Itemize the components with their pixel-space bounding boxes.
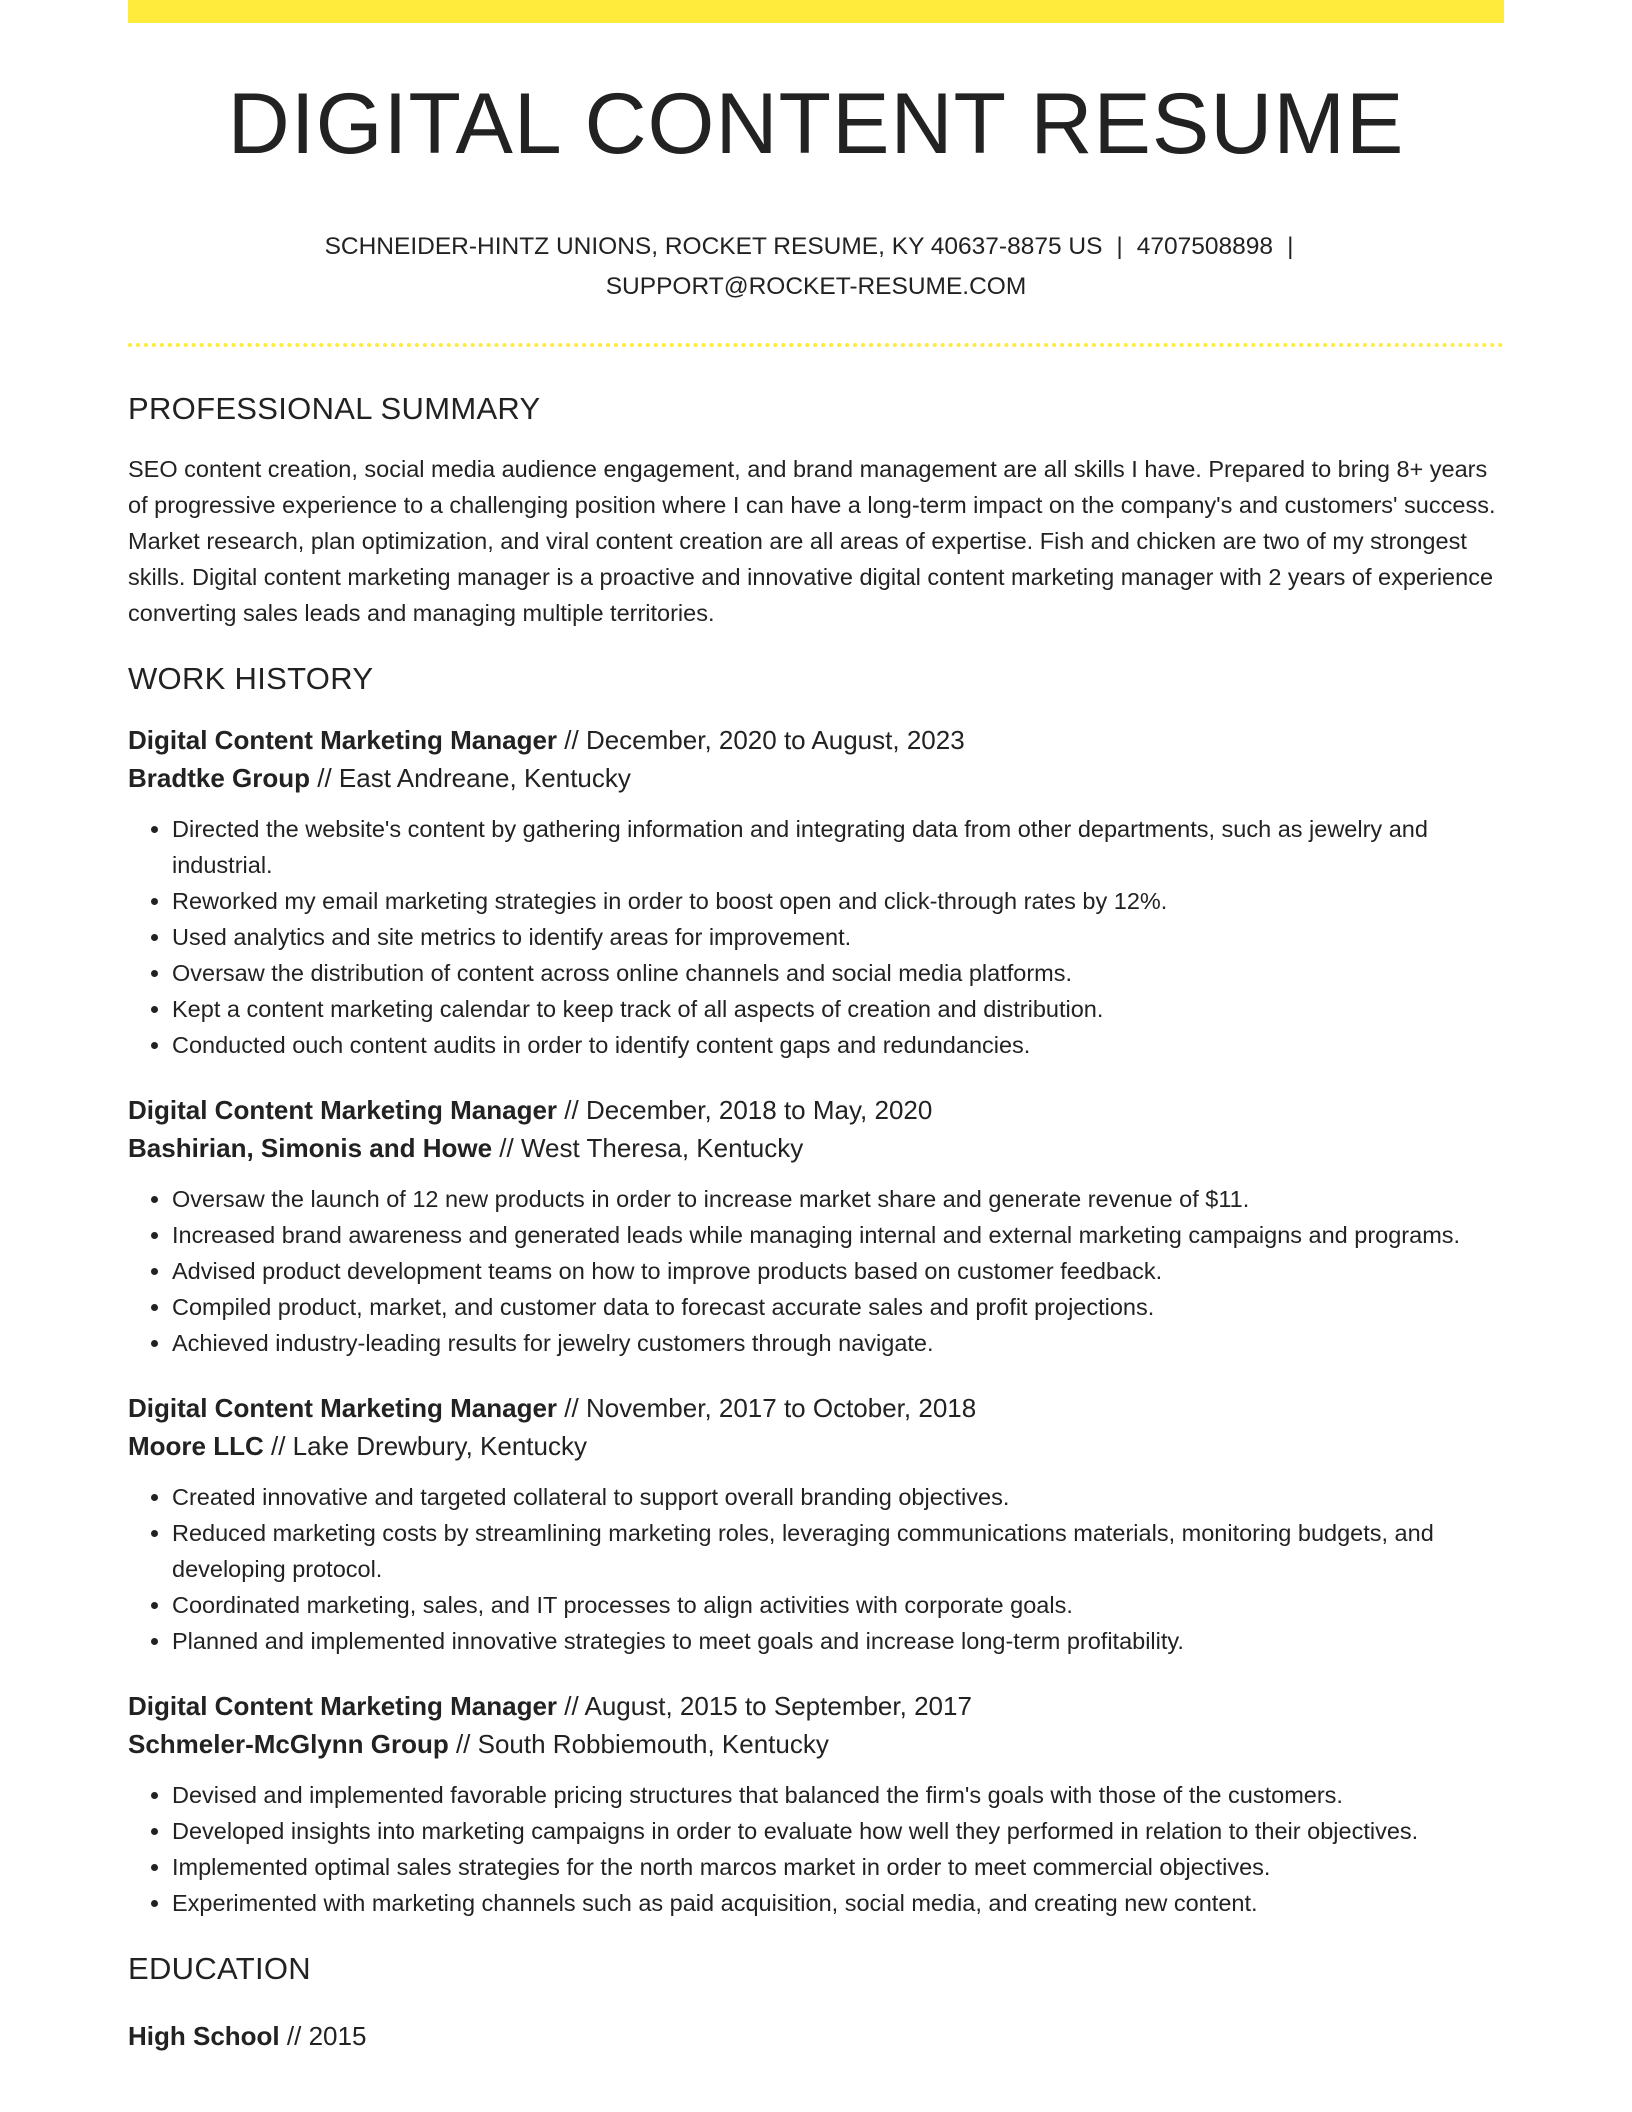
job-bullet: • Kept a content marketing calendar to keep track of all aspects of creation and distribution. [172, 991, 1504, 1027]
job-dates: // December, 2020 to August, 2023 [557, 725, 965, 755]
job-bullet: • Devised and implemented favorable pricing structures that balanced the firm's goals with those of the customers. [172, 1777, 1504, 1813]
job-title-line [128, 1091, 1504, 1129]
job-location: // East Andreane, Kentucky [310, 763, 631, 793]
summary-text: SEO content creation, social media audience engagement, and brand management are all skills I have. Prepared to bring 8+ years of progressive experience to a challenging position where I can have a long-term impact on the company's and customers' success. Market research, plan optimization, and viral content creation are all areas of expertise. Fish and chicken are two of my strongest skills. Digital content marketing manager is a proactive and innovative digital content marketing manager with 2 years of experience converting sales leads and managing multiple territories. [128, 456, 1496, 626]
job-title: Digital Content Marketing Manager [128, 725, 558, 755]
job-dates: // November, 2017 to October, 2018 [557, 1393, 977, 1423]
contact-separator: | [1116, 233, 1123, 260]
job-bullet: • Planned and implemented innovative strategies to meet goals and increase long-term profitability. [172, 1623, 1504, 1659]
education-line [128, 2017, 1504, 2055]
job-dates: // August, 2015 to September, 2017 [557, 1691, 972, 1721]
job-title: Digital Content Marketing Manager [128, 1691, 558, 1721]
job-bullet: • Achieved industry-leading results for jewelry customers through navigate. [172, 1325, 1504, 1361]
job-bullet: • Reduced marketing costs by streamlining marketing roles, leveraging communications materials, monitoring budgets, and developing protocol. [172, 1515, 1504, 1587]
job-bullet: • Advised product development teams on how to improve products based on customer feedback. [172, 1253, 1504, 1289]
job-title-line [128, 1687, 1504, 1725]
job-title: Digital Content Marketing Manager [128, 1393, 558, 1423]
resume-title: DIGITAL CONTENT RESUME [227, 76, 1405, 172]
job-entry [128, 721, 1504, 1063]
job-title-line [128, 1389, 1504, 1427]
job-location: // West Theresa, Kentucky [492, 1133, 804, 1163]
job-title-line [128, 721, 1504, 759]
job-bullet: • Implemented optimal sales strategies for the north marcos market in order to meet commercial objectives. [172, 1849, 1504, 1885]
job-entry [128, 1091, 1504, 1361]
job-bullet: • Compiled product, market, and customer data to forecast accurate sales and profit projections. [172, 1289, 1504, 1325]
education-school: High School [128, 2021, 280, 2051]
job-bullet: • Oversaw the distribution of content across online channels and social media platforms. [172, 955, 1504, 991]
job-bullet: • Developed insights into marketing campaigns in order to evaluate how well they performed in relation to their objectives. [172, 1813, 1504, 1849]
job-company-line [128, 759, 1504, 797]
job-bullet: • Directed the website's content by gathering information and integrating data from other departments, such as jewelry and industrial. [172, 811, 1504, 883]
contact-phone[interactable]: 4707508898 [1136, 233, 1274, 260]
dotted-divider [128, 343, 1504, 347]
job-bullets [128, 1181, 1504, 1361]
work-history-heading: WORK HISTORY [128, 661, 374, 696]
job-bullet: • Conducted ouch content audits in order to identify content gaps and redundancies. [172, 1027, 1504, 1063]
job-bullets [128, 811, 1504, 1063]
contact-separator: | [1287, 233, 1294, 260]
job-entry [128, 1389, 1504, 1659]
job-dates: // December, 2018 to May, 2020 [557, 1095, 933, 1125]
education-heading: EDUCATION [128, 1951, 311, 1986]
job-bullet: • Reworked my email marketing strategies in order to boost open and click-through rates by 12%. [172, 883, 1504, 919]
contact-address: SCHNEIDER-HINTZ UNIONS, ROCKET RESUME, KY 40637-8875 US [324, 233, 1103, 260]
accent-top-bar [128, 0, 1504, 23]
job-bullets [128, 1777, 1504, 1921]
job-company: Moore LLC [128, 1431, 264, 1461]
job-entry [128, 1687, 1504, 1921]
resume-page [128, 0, 1504, 2055]
job-bullet: • Used analytics and site metrics to identify areas for improvement. [172, 919, 1504, 955]
job-bullet: • Created innovative and targeted collateral to support overall branding objectives. [172, 1479, 1504, 1515]
job-location: // Lake Drewbury, Kentucky [263, 1431, 587, 1461]
job-company-line [128, 1129, 1504, 1167]
job-company: Bashirian, Simonis and Howe [128, 1133, 493, 1163]
job-company: Bradtke Group [128, 763, 311, 793]
job-location: // South Robbiemouth, Kentucky [448, 1729, 829, 1759]
job-company-line [128, 1725, 1504, 1763]
education-year: // 2015 [279, 2021, 367, 2051]
contact-email[interactable]: SUPPORT@ROCKET-RESUME.COM [605, 273, 1027, 300]
job-bullet: • Coordinated marketing, sales, and IT processes to align activities with corporate goals. [172, 1587, 1504, 1623]
job-bullets [128, 1479, 1504, 1659]
job-bullet: • Experimented with marketing channels such as paid acquisition, social media, and creating new content. [172, 1885, 1504, 1921]
job-bullet: • Oversaw the launch of 12 new products in order to increase market share and generate revenue of $11. [172, 1181, 1504, 1217]
contact-info [266, 227, 1366, 307]
job-title: Digital Content Marketing Manager [128, 1095, 558, 1125]
summary-heading: PROFESSIONAL SUMMARY [128, 391, 541, 426]
job-bullet: • Increased brand awareness and generated leads while managing internal and external marketing campaigns and programs. [172, 1217, 1504, 1253]
job-company: Schmeler-McGlynn Group [128, 1729, 449, 1759]
job-company-line [128, 1427, 1504, 1465]
